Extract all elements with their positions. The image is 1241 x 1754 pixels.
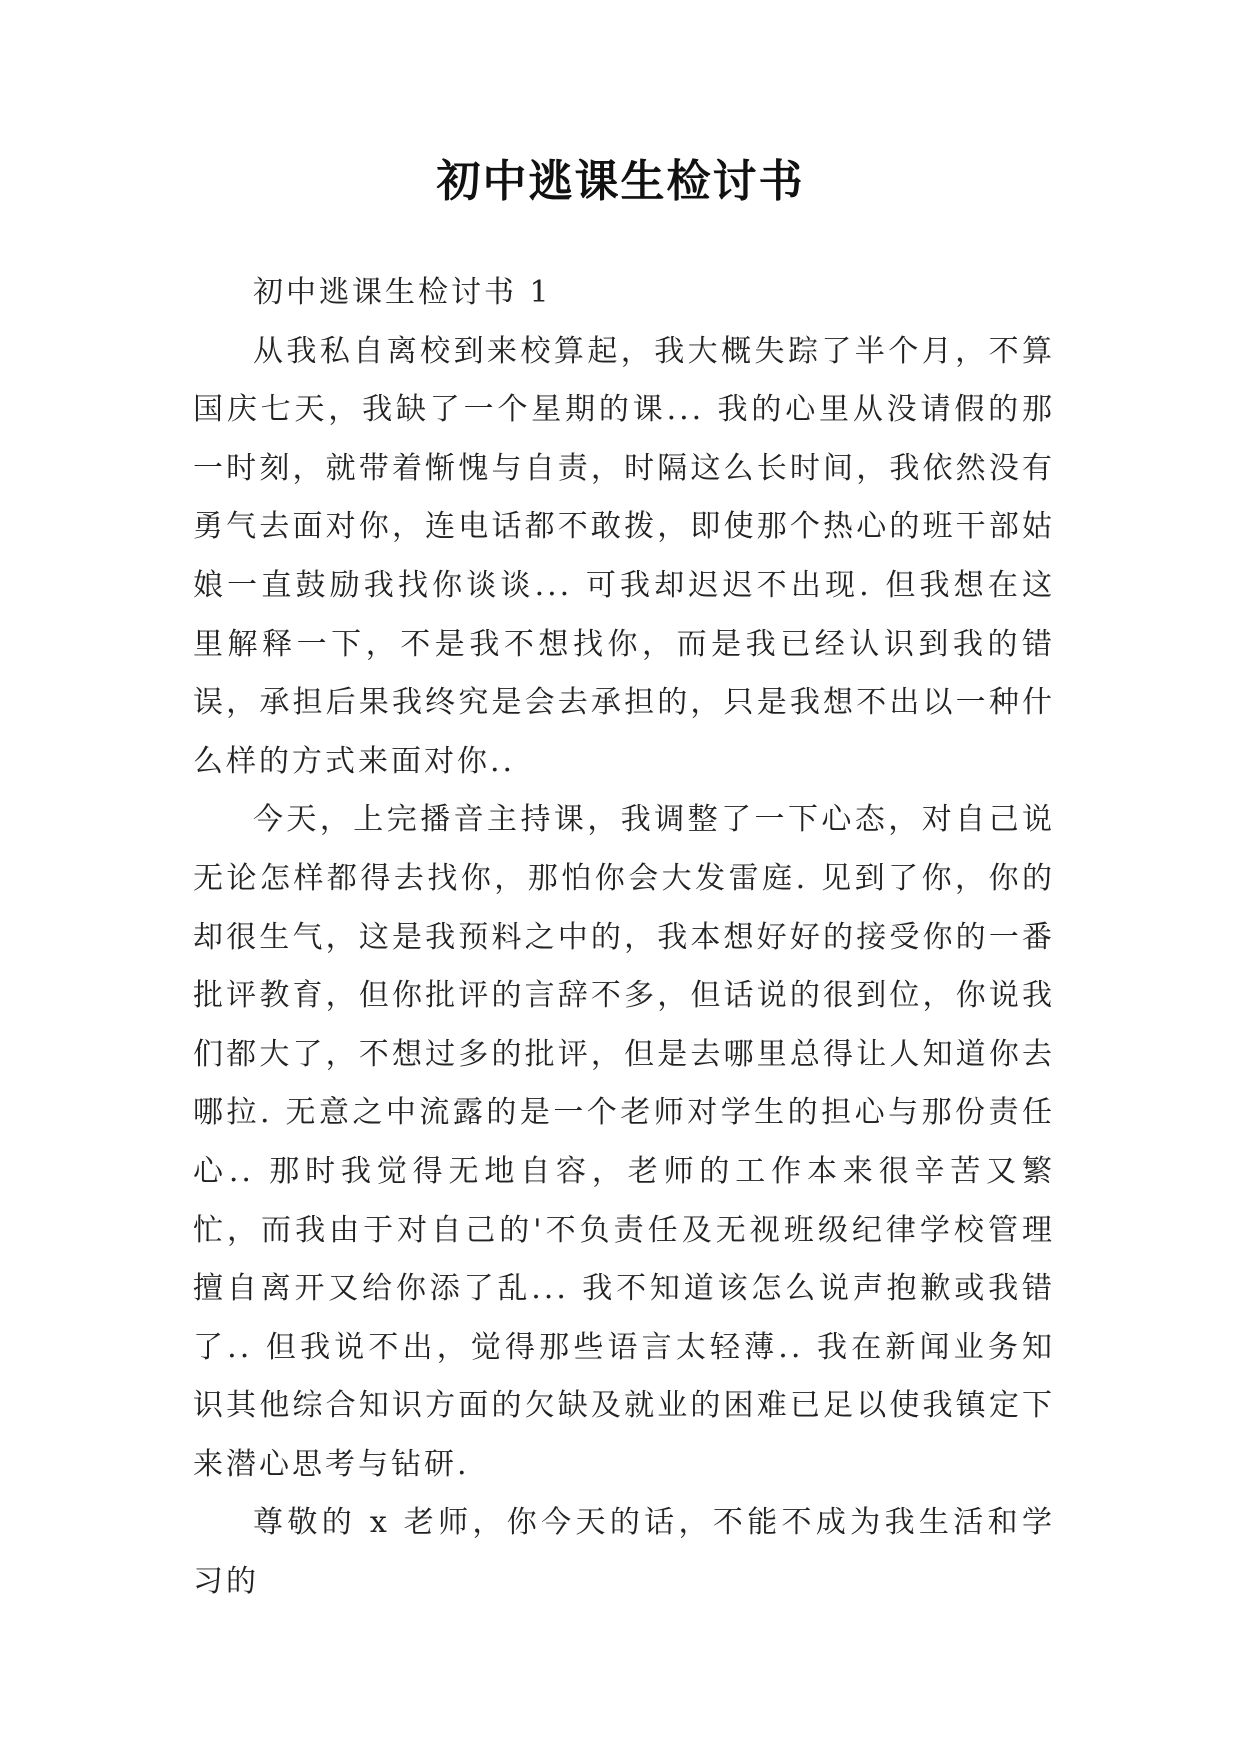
paragraph-1: 从我私自离校到来校算起，我大概失踪了半个月，不算国庆七天，我缺了一个星期的课... 我的心里从没请假的那一时刻，就带着惭愧与自责，时隔这么长时间，我依然没有勇气去面对你，连电话都不敢拨，即使那个热心的班干部姑娘一直鼓励我找你谈谈... 可我却迟迟不出现. 但我想在这里解释一下，不是我不想找你，而是我已经认识到我的错误，承担后果我终究是会去承担的，只是我想不出以一种什么样的方式来面对你.. [193,333,1055,779]
paragraph-3: 尊敬的 x 老师，你今天的话，不能不成为我生活和学习的 [193,1505,1055,1600]
document-body [193,264,1055,1612]
section-heading: 初中逃课生检讨书 1 [253,275,552,310]
paragraph-2: 今天，上完播音主持课，我调整了一下心态，对自己说无论怎样都得去找你，那怕你会大发雷庭. 见到了你，你的却很生气，这是我预料之中的，我本想好好的接受你的一番批评教育，但你批评的言辞不多，但话说的很到位，你说我们都大了，不想过多的批评，但是去哪里总得让人知道你去哪拉. 无意之中流露的是一个老师对学生的担心与那份责任心.. 那时我觉得无地自容，老师的工作本来很辛苦又繁忙，而我由于对自己的'不负责任及无视班级纪律学校管理擅自离开又给你添了乱... 我不知道该怎么说声抱歉或我错了.. 但我说不出，觉得那些语言太轻薄.. 我在新闻业务知识其他综合知识方面的欠缺及就业的困难已足以使我镇定下来潜心思考与钻研. [193,802,1055,1482]
document-title: 初中逃课生检讨书 [436,156,805,207]
